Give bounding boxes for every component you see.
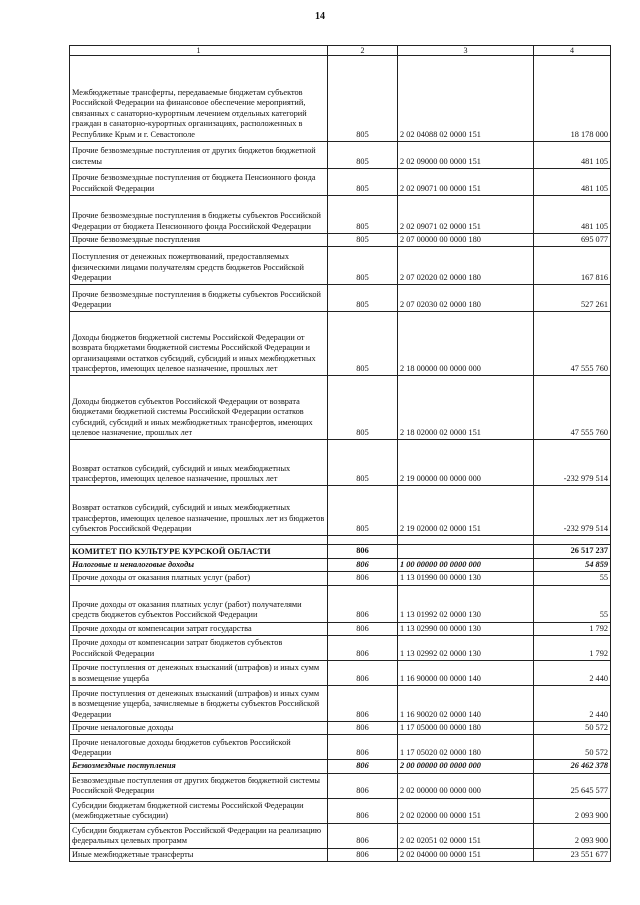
cell-name: Прочие доходы от компенсации затрат государства: [70, 622, 328, 635]
cell-admin-code: 805: [328, 440, 398, 486]
table-row: [70, 169, 611, 196]
cell-admin-code: [328, 536, 398, 545]
cell-sum: 1 792: [534, 636, 611, 661]
cell-budget-code: 1 16 90020 02 0000 140: [398, 686, 534, 722]
cell-budget-code: 2 00 00000 00 0000 000: [398, 760, 534, 773]
cell-name: Безвозмездные поступления от других бюджетов бюджетной системы Российской Федерации: [70, 773, 328, 798]
cell-sum: 26 517 237: [534, 545, 611, 558]
cell-sum: 167 816: [534, 247, 611, 285]
cell-sum: 50 572: [534, 735, 611, 760]
cell-name: Прочие безвозмездные поступления от бюджета Пенсионного фонда Российской Федерации: [70, 169, 328, 196]
cell-name: Доходы бюджетов субъектов Российской Федерации от возврата бюджетами бюджетной системы Российской Федерации остатков субсидий, субсидий и иных межбюджетных трансфертов, имеющих целевое назначение, прошлых лет: [70, 376, 328, 440]
cell-sum: 2 093 900: [534, 823, 611, 848]
cell-name: Прочие поступления от денежных взысканий (штрафов) и иных сумм в возмещение ущерба: [70, 661, 328, 686]
cell-sum: 2 440: [534, 686, 611, 722]
cell-admin-code: 806: [328, 773, 398, 798]
cell-budget-code: 2 19 00000 00 0000 000: [398, 440, 534, 486]
table-row: [70, 572, 611, 585]
cell-admin-code: 805: [328, 312, 398, 376]
cell-name: Прочие безвозмездные поступления в бюджеты субъектов Российской Федерации: [70, 285, 328, 312]
table-row: [70, 486, 611, 536]
column-header-name: 1: [70, 46, 328, 56]
cell-sum: 47 555 760: [534, 312, 611, 376]
cell-name: Межбюджетные трансферты, передаваемые бюджетам субъектов Российской Федерации на финансовое обеспечение мероприятий, связанных с санаторно-курортным лечением отдельных категорий граждан в санаторно-курортных организациях, расположенных в Республике Крым и г. Севастополе: [70, 56, 328, 142]
cell-admin-code: 805: [328, 142, 398, 169]
cell-budget-code: 2 07 02030 02 0000 180: [398, 285, 534, 312]
cell-admin-code: 806: [328, 722, 398, 735]
cell-budget-code: 1 17 05000 00 0000 180: [398, 722, 534, 735]
cell-admin-code: 806: [328, 823, 398, 848]
cell-name: Возврат остатков субсидий, субсидий и иных межбюджетных трансфертов, имеющих целевое назначение, прошлых лет из бюджетов субъектов Российской Федерации: [70, 486, 328, 536]
cell-admin-code: 806: [328, 545, 398, 558]
table-row: [70, 440, 611, 486]
cell-name: Прочие безвозмездные поступления в бюджеты субъектов Российской Федерации от бюджета Пенсионного фонда Российской Федерации: [70, 196, 328, 234]
cell-name: Субсидии бюджетам субъектов Российской Федерации на реализацию федеральных целевых программ: [70, 823, 328, 848]
table-row: [70, 636, 611, 661]
table-row: [70, 760, 611, 773]
cell-budget-code: 1 00 00000 00 0000 000: [398, 558, 534, 571]
cell-admin-code: 805: [328, 376, 398, 440]
table-row: [70, 686, 611, 722]
cell-admin-code: 806: [328, 622, 398, 635]
cell-admin-code: 806: [328, 735, 398, 760]
cell-admin-code: 806: [328, 686, 398, 722]
cell-name: [70, 536, 328, 545]
page-number: 14: [315, 11, 325, 22]
cell-sum: -232 979 514: [534, 486, 611, 536]
table-row: [70, 312, 611, 376]
table-row: [70, 622, 611, 635]
cell-sum: 25 645 577: [534, 773, 611, 798]
cell-budget-code: 1 13 01992 02 0000 130: [398, 585, 534, 622]
table-body: [70, 56, 611, 862]
cell-sum: 47 555 760: [534, 376, 611, 440]
cell-budget-code: 2 02 09000 00 0000 151: [398, 142, 534, 169]
cell-sum: 2 440: [534, 661, 611, 686]
cell-budget-code: 2 02 04088 02 0000 151: [398, 56, 534, 142]
cell-budget-code: 2 18 00000 00 0000 000: [398, 312, 534, 376]
cell-sum: -232 979 514: [534, 440, 611, 486]
cell-budget-code: 2 19 02000 02 0000 151: [398, 486, 534, 536]
table-row: [70, 142, 611, 169]
cell-sum: 695 077: [534, 234, 611, 247]
cell-sum: [534, 536, 611, 545]
cell-name: Субсидии бюджетам бюджетной системы Российской Федерации (межбюджетные субсидии): [70, 798, 328, 823]
cell-name: Безвозмездные поступления: [70, 760, 328, 773]
cell-admin-code: 806: [328, 636, 398, 661]
cell-name: Прочие неналоговые доходы: [70, 722, 328, 735]
cell-admin-code: 806: [328, 661, 398, 686]
cell-budget-code: 2 02 02000 00 0000 151: [398, 798, 534, 823]
cell-name: Прочие безвозмездные поступления от других бюджетов бюджетной системы: [70, 142, 328, 169]
cell-budget-code: [398, 536, 534, 545]
cell-budget-code: [398, 545, 534, 558]
table-row: [70, 848, 611, 861]
cell-admin-code: 805: [328, 234, 398, 247]
table-row: [70, 56, 611, 142]
cell-admin-code: 806: [328, 760, 398, 773]
cell-sum: 481 105: [534, 142, 611, 169]
table-row: [70, 536, 611, 545]
cell-sum: 2 093 900: [534, 798, 611, 823]
cell-name: Прочие доходы от компенсации затрат бюджетов субъектов Российской Федерации: [70, 636, 328, 661]
cell-sum: 481 105: [534, 169, 611, 196]
cell-budget-code: 2 02 04000 00 0000 151: [398, 848, 534, 861]
cell-admin-code: 805: [328, 285, 398, 312]
table-row: [70, 735, 611, 760]
cell-name: Прочие доходы от оказания платных услуг (работ) получателями средств бюджетов субъектов Российской Федерации: [70, 585, 328, 622]
cell-budget-code: 2 07 02020 02 0000 180: [398, 247, 534, 285]
cell-name: Прочие поступления от денежных взысканий (штрафов) и иных сумм в возмещение ущерба, зачисляемые в бюджеты субъектов Российской Федерации: [70, 686, 328, 722]
cell-name: Прочие неналоговые доходы бюджетов субъектов Российской Федерации: [70, 735, 328, 760]
table-row: [70, 376, 611, 440]
table-row: [70, 773, 611, 798]
cell-admin-code: 805: [328, 247, 398, 285]
cell-sum: 54 859: [534, 558, 611, 571]
cell-budget-code: 1 17 05020 02 0000 180: [398, 735, 534, 760]
cell-sum: 18 178 000: [534, 56, 611, 142]
cell-admin-code: 805: [328, 56, 398, 142]
cell-admin-code: 806: [328, 558, 398, 571]
column-header-admin: 2: [328, 46, 398, 56]
cell-name: Возврат остатков субсидий, субсидий и иных межбюджетных трансфертов, имеющих целевое назначение, прошлых лет: [70, 440, 328, 486]
table-row: [70, 234, 611, 247]
column-header-sum: 4: [534, 46, 611, 56]
cell-name: КОМИТЕТ ПО КУЛЬТУРЕ КУРСКОЙ ОБЛАСТИ: [70, 545, 328, 558]
cell-budget-code: 1 13 01990 00 0000 130: [398, 572, 534, 585]
table-row: [70, 247, 611, 285]
cell-name: Доходы бюджетов бюджетной системы Российской Федерации от возврата бюджетами бюджетной системы Российской Федерации и организациями остатков субсидий, субсидий и иных межбюджетных трансфертов, имеющих целевое назначение, прошлых лет: [70, 312, 328, 376]
table-row: [70, 196, 611, 234]
cell-admin-code: 806: [328, 798, 398, 823]
cell-sum: 26 462 378: [534, 760, 611, 773]
table-row: [70, 823, 611, 848]
cell-admin-code: 806: [328, 572, 398, 585]
table-row: [70, 798, 611, 823]
cell-admin-code: 805: [328, 196, 398, 234]
cell-sum: 481 105: [534, 196, 611, 234]
cell-budget-code: 1 16 90000 00 0000 140: [398, 661, 534, 686]
cell-admin-code: 806: [328, 585, 398, 622]
cell-admin-code: 806: [328, 848, 398, 861]
cell-budget-code: 1 13 02990 00 0000 130: [398, 622, 534, 635]
cell-sum: 50 572: [534, 722, 611, 735]
cell-admin-code: 805: [328, 169, 398, 196]
cell-sum: 1 792: [534, 622, 611, 635]
cell-admin-code: 805: [328, 486, 398, 536]
table-row: [70, 585, 611, 622]
cell-budget-code: 2 18 02000 02 0000 151: [398, 376, 534, 440]
cell-budget-code: 2 07 00000 00 0000 180: [398, 234, 534, 247]
cell-sum: 23 551 677: [534, 848, 611, 861]
cell-sum: 55: [534, 585, 611, 622]
cell-budget-code: 2 02 02051 02 0000 151: [398, 823, 534, 848]
cell-name: Поступления от денежных пожертвований, предоставляемых физическими лицами получателям средств бюджетов Российской Федерации: [70, 247, 328, 285]
cell-name: Прочие безвозмездные поступления: [70, 234, 328, 247]
column-header-code: 3: [398, 46, 534, 56]
cell-budget-code: 2 02 09071 02 0000 151: [398, 196, 534, 234]
table-row: [70, 285, 611, 312]
cell-budget-code: 2 02 00000 00 0000 000: [398, 773, 534, 798]
table-row: [70, 558, 611, 571]
cell-sum: 527 261: [534, 285, 611, 312]
cell-sum: 55: [534, 572, 611, 585]
budget-revenue-table: [69, 45, 611, 862]
cell-name: Налоговые и неналоговые доходы: [70, 558, 328, 571]
table-row: [70, 661, 611, 686]
cell-name: Иные межбюджетные трансферты: [70, 848, 328, 861]
cell-budget-code: 2 02 09071 00 0000 151: [398, 169, 534, 196]
table-row: [70, 545, 611, 558]
table-row: [70, 722, 611, 735]
cell-name: Прочие доходы от оказания платных услуг (работ): [70, 572, 328, 585]
cell-budget-code: 1 13 02992 02 0000 130: [398, 636, 534, 661]
table-header-row: [70, 46, 611, 56]
